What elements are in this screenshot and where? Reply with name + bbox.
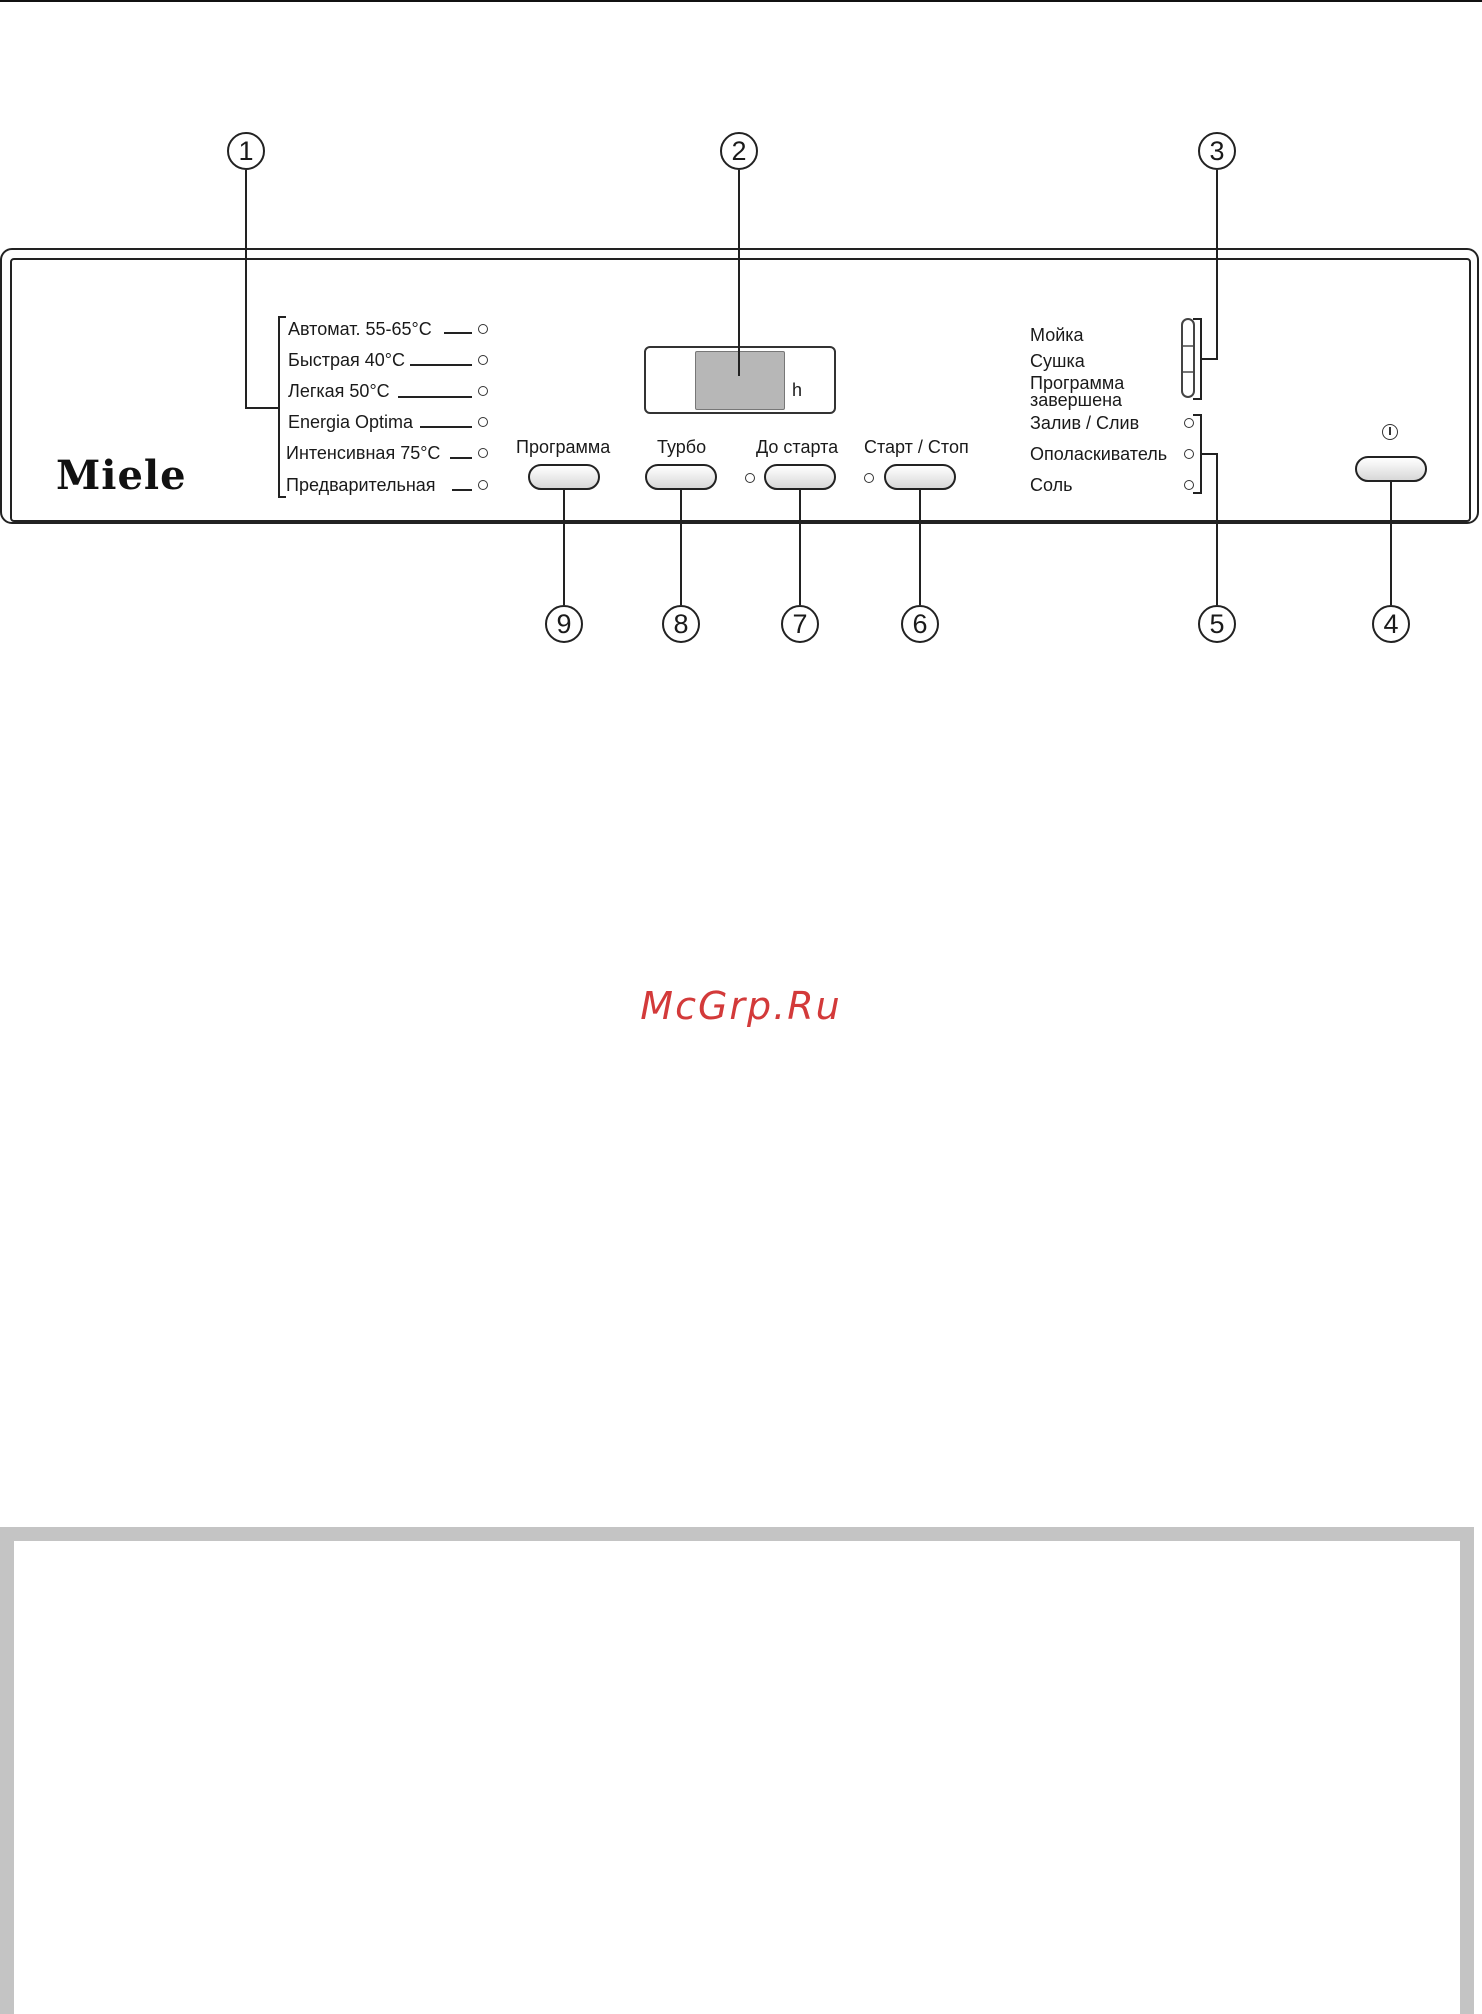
bracket-bottom bbox=[278, 496, 286, 498]
start-stop-led bbox=[864, 473, 874, 483]
delay-start-button-label: До старта bbox=[756, 437, 839, 457]
watermark: McGrp.Ru bbox=[640, 984, 842, 1028]
salt-led bbox=[1184, 480, 1194, 490]
callout-9: 9 bbox=[545, 605, 583, 643]
callout-5: 5 bbox=[1198, 605, 1236, 643]
program-light-led bbox=[478, 386, 488, 396]
program-prewash-leader bbox=[452, 489, 472, 491]
salt-label: Соль bbox=[1030, 475, 1073, 495]
turbo-button[interactable] bbox=[645, 464, 717, 490]
program-auto-led bbox=[478, 324, 488, 334]
display-screen bbox=[695, 351, 785, 410]
callout-1-line bbox=[245, 170, 247, 408]
program-button[interactable] bbox=[528, 464, 600, 490]
program-intensive-leader bbox=[450, 457, 472, 459]
program-intensive-label: Интенсивная 75°C bbox=[286, 443, 441, 463]
callout-8: 8 bbox=[662, 605, 700, 643]
callout-3-line bbox=[1216, 170, 1218, 360]
turbo-button-label: Турбо bbox=[657, 437, 707, 457]
rinse-aid-label: Ополаскиватель bbox=[1030, 444, 1168, 464]
status-finished-label-line1: Программа bbox=[1030, 373, 1125, 393]
callout-6-line bbox=[919, 490, 921, 605]
start-stop-button[interactable] bbox=[884, 464, 956, 490]
callout-7: 7 bbox=[781, 605, 819, 643]
program-energia-leader bbox=[420, 426, 472, 428]
display-unit-label: h bbox=[792, 380, 803, 400]
program-light-leader bbox=[398, 396, 472, 398]
callout-8-line bbox=[680, 490, 682, 605]
callout-3: 3 bbox=[1198, 132, 1236, 170]
start-stop-button-label: Старт / Стоп bbox=[864, 437, 969, 457]
status-finished-label-line2: завершена bbox=[1030, 390, 1123, 410]
callout-6: 6 bbox=[901, 605, 939, 643]
program-auto-label: Автомат. 55-65°C bbox=[288, 319, 432, 339]
callout-5-line bbox=[1216, 453, 1218, 605]
callout-4-line bbox=[1390, 482, 1392, 605]
delay-start-button[interactable] bbox=[764, 464, 836, 490]
callout-3-branch bbox=[1200, 358, 1218, 360]
callout-9-line bbox=[563, 490, 565, 605]
indicator-bracket-top bbox=[1193, 414, 1202, 416]
fill-drain-led bbox=[1184, 418, 1194, 428]
status-wash-label: Мойка bbox=[1030, 325, 1084, 345]
program-prewash-label: Предварительная bbox=[286, 475, 436, 495]
fill-drain-label: Залив / Слив bbox=[1030, 413, 1140, 433]
callout-2-line bbox=[738, 170, 740, 376]
status-dry-label: Сушка bbox=[1030, 351, 1085, 371]
program-energia-label: Energia Optima bbox=[288, 412, 414, 432]
program-quick-leader bbox=[410, 364, 472, 366]
callout-4: 4 bbox=[1372, 605, 1410, 643]
status-bracket-bottom bbox=[1193, 398, 1202, 400]
callout-2: 2 bbox=[720, 132, 758, 170]
progress-divider-1 bbox=[1183, 345, 1193, 347]
callout-1-branch bbox=[245, 407, 279, 409]
progress-divider-2 bbox=[1183, 371, 1193, 373]
program-prewash-led bbox=[478, 480, 488, 490]
program-button-label: Программа bbox=[516, 437, 611, 457]
program-energia-led bbox=[478, 417, 488, 427]
program-auto-leader bbox=[444, 332, 472, 334]
progress-indicator bbox=[1181, 318, 1195, 398]
program-intensive-led bbox=[478, 448, 488, 458]
program-light-label: Легкая 50°C bbox=[288, 381, 390, 401]
delay-start-led bbox=[745, 473, 755, 483]
bottom-frame bbox=[0, 1527, 1474, 2014]
status-bracket-top bbox=[1193, 318, 1202, 320]
bracket-top bbox=[278, 316, 286, 318]
power-button[interactable] bbox=[1355, 456, 1427, 482]
callout-7-line bbox=[799, 490, 801, 605]
program-quick-label: Быстрая 40°C bbox=[288, 350, 405, 370]
indicator-bracket-bottom bbox=[1193, 492, 1202, 494]
power-icon bbox=[1382, 424, 1398, 440]
top-rule bbox=[0, 0, 1482, 2]
brand-logo: Miele bbox=[56, 452, 187, 499]
rinse-aid-led bbox=[1184, 449, 1194, 459]
callout-1: 1 bbox=[227, 132, 265, 170]
program-quick-led bbox=[478, 355, 488, 365]
